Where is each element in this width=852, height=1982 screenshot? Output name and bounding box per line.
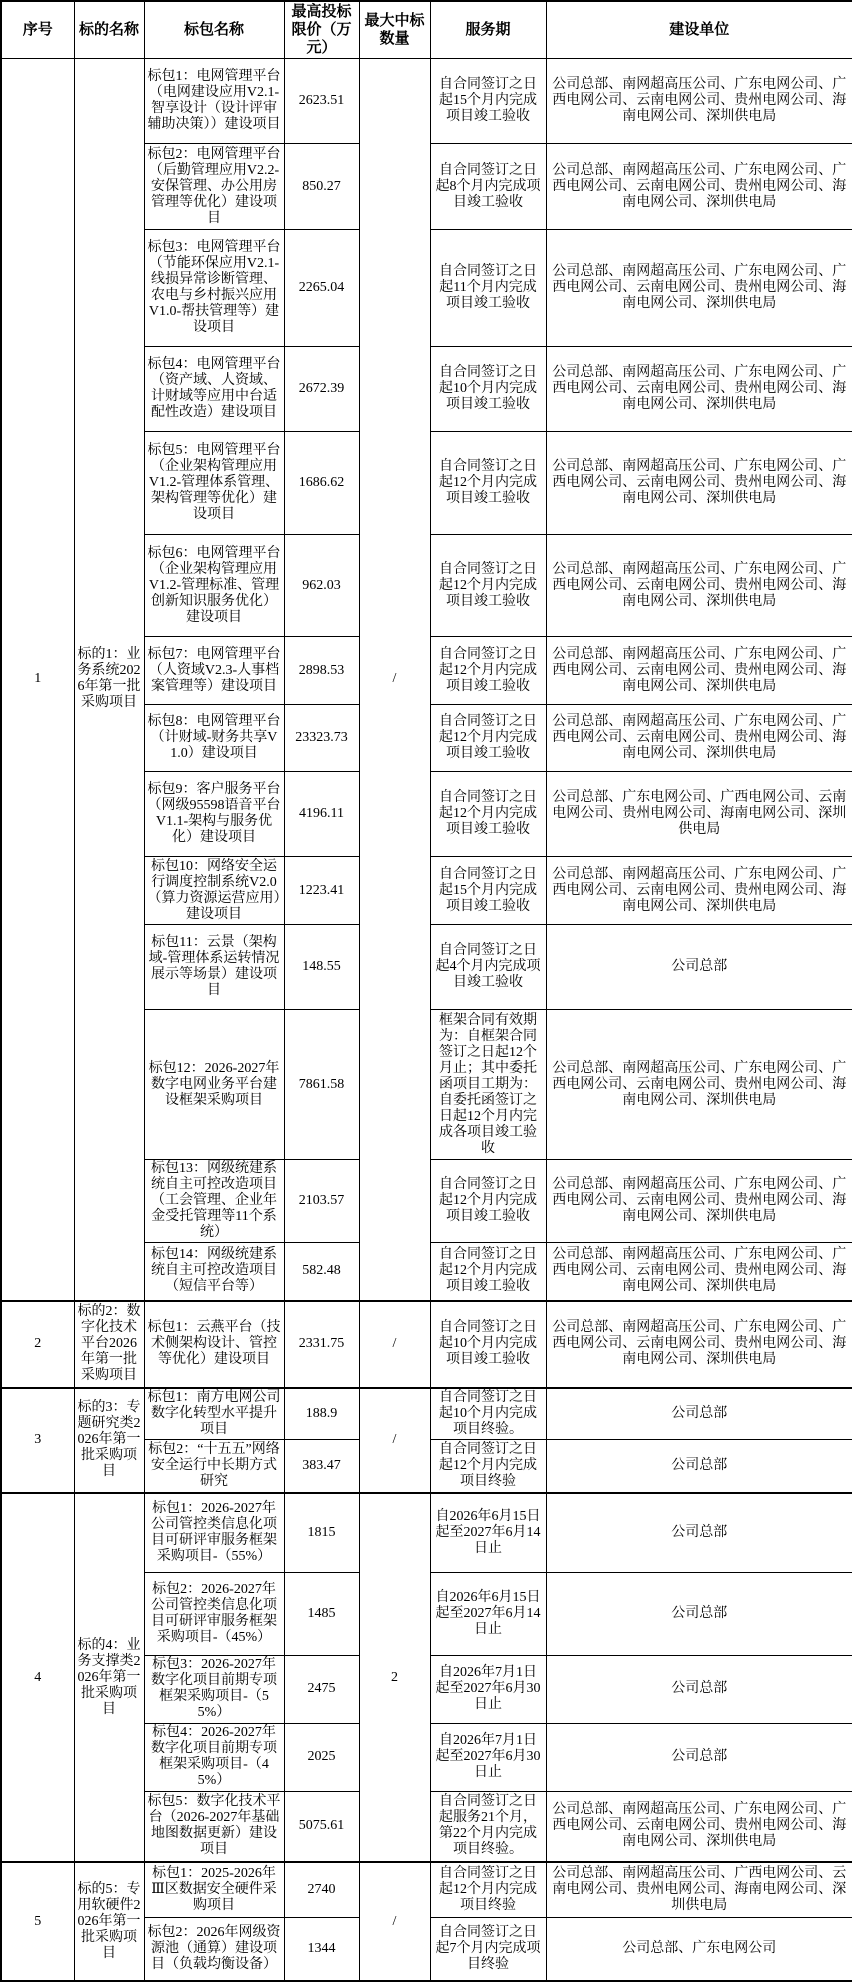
service-cell: 自合同签订之日起12个月内完成项目竣工验收 [430,637,546,705]
builder-cell: 公司总部、南网超高压公司、广东电网公司、广西电网公司、云南电网公司、贵州电网公司、海南电网公司、深圳供电局 [546,535,852,637]
serial-cell: 3 [1,1388,74,1494]
package-name-cell: 标包13：网级统建系统自主可控改造项目（工会管理、企业年金受托管理等11个系统） [144,1160,284,1243]
serial-cell: 1 [1,59,74,1301]
serial-cell: 4 [1,1493,74,1862]
package-name-cell: 标包2：电网管理平台（后勤管理应用V2.2-安保管理、办公用房管理等优化）建设项目 [144,144,284,230]
builder-cell: 公司总部 [546,925,852,1010]
builder-cell: 公司总部、南网超高压公司、广东电网公司、广西电网公司、云南电网公司、贵州电网公司、海南电网公司、深圳供电局 [546,144,852,230]
price-cell: 4196.11 [284,772,359,857]
service-cell: 自合同签订之日起4个月内完成项目竣工验收 [430,925,546,1010]
package-name-cell: 标包1：云燕平台（技术侧架构设计、管控等优化）建设项目 [144,1301,284,1388]
builder-cell: 公司总部 [546,1388,852,1440]
max-winners-cell: / [359,1301,430,1388]
package-name-cell: 标包5：电网管理平台（企业架构管理应用V1.2-管理体系管理、架构管理等优化）建设项目 [144,432,284,535]
package-name-cell: 标包3：2026-2027年数字化项目前期专项框架采购项目-（55%） [144,1655,284,1723]
serial-cell: 5 [1,1862,74,1981]
price-cell: 2898.53 [284,637,359,705]
builder-cell: 公司总部、广东电网公司、广西电网公司、云南电网公司、贵州电网公司、海南电网公司、深圳供电局 [546,772,852,857]
price-cell: 188.9 [284,1388,359,1440]
package-name-cell: 标包11：云景（架构域-管理体系运转情况展示等场景）建设项目 [144,925,284,1010]
package-name-cell: 标包14：网级统建系统自主可控改造项目（短信平台等） [144,1243,284,1301]
subject-cell: 标的4：业务支撑类2026年第一批采购项目 [74,1493,144,1862]
service-cell: 自2026年6月15日起至2027年6月14日止 [430,1572,546,1655]
builder-cell: 公司总部、南网超高压公司、广东电网公司、广西电网公司、云南电网公司、贵州电网公司、海南电网公司、深圳供电局 [546,1010,852,1160]
package-name-cell: 标包2：2026-2027年公司管控类信息化项目可研评审服务框架采购项目-（45%） [144,1572,284,1655]
builder-cell: 公司总部 [546,1493,852,1572]
package-name-cell: 标包2：“十五五”网络安全运行中长期方式研究 [144,1439,284,1493]
max-winners-cell: / [359,1862,430,1981]
header-row [1,1,852,59]
package-name-cell: 标包3：电网管理平台（节能环保应用V2.1-线损异常诊断管理、农电与乡村振兴应用V1.0-帮扶管理等）建设项目 [144,230,284,347]
service-cell: 框架合同有效期为：自框架合同签订之日起12个月止；其中委托函项目工期为：自委托函签订之日起12个月内完成各项目竣工验收 [430,1010,546,1160]
price-cell: 1223.41 [284,857,359,925]
service-cell: 自合同签订之日起12个月内完成项目竣工验收 [430,772,546,857]
service-cell: 自合同签订之日起12个月内完成项目终验 [430,1862,546,1917]
price-cell: 1344 [284,1917,359,1981]
table-row [1,59,852,144]
service-cell: 自合同签订之日起12个月内完成项目终验 [430,1439,546,1493]
price-cell: 2103.57 [284,1160,359,1243]
builder-cell: 公司总部、南网超高压公司、广东电网公司、广西电网公司、云南电网公司、贵州电网公司、海南电网公司、深圳供电局 [546,1301,852,1388]
builder-cell: 公司总部、南网超高压公司、广东电网公司、广西电网公司、云南电网公司、贵州电网公司、海南电网公司、深圳供电局 [546,705,852,772]
service-cell: 自合同签订之日起12个月内完成项目竣工验收 [430,705,546,772]
package-name-cell: 标包9：客户服务平台（网级95598语音平台V1.1-架构与服务优化）建设项目 [144,772,284,857]
package-name-cell: 标包10：网络安全运行调度控制系统V2.0（算力资源运营应用）建设项目 [144,857,284,925]
service-cell: 自合同签订之日起15个月内完成项目竣工验收 [430,857,546,925]
price-cell: 148.55 [284,925,359,1010]
service-cell: 自2026年7月1日起至2027年6月30日止 [430,1723,546,1791]
price-cell: 23323.73 [284,705,359,772]
price-cell: 1686.62 [284,432,359,535]
builder-cell: 公司总部 [546,1655,852,1723]
service-cell: 自合同签订之日起10个月内完成项目竣工验收 [430,347,546,432]
price-cell: 2025 [284,1723,359,1791]
max-winners-cell: / [359,1388,430,1494]
header-price: 最高投标限价（万元） [284,1,359,59]
table-row [1,1862,852,1917]
price-cell: 582.48 [284,1243,359,1301]
builder-cell: 公司总部 [546,1439,852,1493]
price-cell: 383.47 [284,1439,359,1493]
package-name-cell: 标包12：2026-2027年数字电网业务平台建设框架采购项目 [144,1010,284,1160]
package-name-cell: 标包2：2026年网级资源池（通算）建设项目（负载均衡设备） [144,1917,284,1981]
service-cell: 自2026年6月15日起至2027年6月14日止 [430,1493,546,1572]
table-row [1,1388,852,1440]
header-package: 标包名称 [144,1,284,59]
builder-cell: 公司总部、南网超高压公司、广东电网公司、广西电网公司、云南电网公司、贵州电网公司、海南电网公司、深圳供电局 [546,1243,852,1301]
header-max-winners: 最大中标数量 [359,1,430,59]
price-cell: 2331.75 [284,1301,359,1388]
builder-cell: 公司总部、南网超高压公司、广东电网公司、广西电网公司、云南电网公司、贵州电网公司、海南电网公司、深圳供电局 [546,230,852,347]
subject-cell: 标的1：业务系统2026年第一批采购项目 [74,59,144,1301]
builder-cell: 公司总部、南网超高压公司、广东电网公司、广西电网公司、云南电网公司、贵州电网公司、海南电网公司、深圳供电局 [546,1791,852,1862]
price-cell: 2740 [284,1862,359,1917]
builder-cell: 公司总部、南网超高压公司、广东电网公司、广西电网公司、云南电网公司、贵州电网公司、海南电网公司、深圳供电局 [546,432,852,535]
serial-cell: 2 [1,1301,74,1388]
subject-cell: 标的3：专题研究类2026年第一批采购项目 [74,1388,144,1494]
builder-cell: 公司总部、广东电网公司 [546,1917,852,1981]
package-name-cell: 标包1：南方电网公司数字化转型水平提升项目 [144,1388,284,1440]
builder-cell: 公司总部、南网超高压公司、广东电网公司、广西电网公司、云南电网公司、贵州电网公司、海南电网公司、深圳供电局 [546,1160,852,1243]
package-name-cell: 标包7：电网管理平台（人资域V2.3-人事档案管理等）建设项目 [144,637,284,705]
service-cell: 自合同签订之日起12个月内完成项目竣工验收 [430,1160,546,1243]
service-cell: 自合同签订之日起10个月内完成项目竣工验收 [430,1301,546,1388]
builder-cell: 公司总部 [546,1572,852,1655]
package-name-cell: 标包6：电网管理平台（企业架构管理应用V1.2-管理标准、管理创新知识服务优化）建设项目 [144,535,284,637]
package-name-cell: 标包1：电网管理平台（电网建设应用V2.1-智享设计（设计评审辅助决策））建设项目 [144,59,284,144]
header-serial: 序号 [1,1,74,59]
service-cell: 自合同签订之日起15个月内完成项目竣工验收 [430,59,546,144]
builder-cell: 公司总部、南网超高压公司、广东电网公司、广西电网公司、云南电网公司、贵州电网公司、海南电网公司、深圳供电局 [546,857,852,925]
package-name-cell: 标包1：2026-2027年公司管控类信息化项目可研评审服务框架采购项目-（55%） [144,1493,284,1572]
price-cell: 2672.39 [284,347,359,432]
service-cell: 自合同签订之日起11个月内完成项目竣工验收 [430,230,546,347]
max-winners-cell: / [359,59,430,1301]
price-cell: 2475 [284,1655,359,1723]
service-cell: 自合同签订之日起服务21个月，第22个月内完成项目终验。 [430,1791,546,1862]
service-cell: 自合同签订之日起8个月内完成项目竣工验收 [430,144,546,230]
builder-cell: 公司总部 [546,1723,852,1791]
package-name-cell: 标包5：数字化技术平台（2026-2027年基础地图数据更新）建设项目 [144,1791,284,1862]
service-cell: 自合同签订之日起7个月内完成项目终验 [430,1917,546,1981]
price-cell: 5075.61 [284,1791,359,1862]
price-cell: 2265.04 [284,230,359,347]
price-cell: 1485 [284,1572,359,1655]
service-cell: 自合同签订之日起10个月内完成项目终验。 [430,1388,546,1440]
price-cell: 7861.58 [284,1010,359,1160]
table-row [1,1301,852,1388]
package-name-cell: 标包1：2025-2026年Ⅲ区数据安全硬件采购项目 [144,1862,284,1917]
max-winners-cell: 2 [359,1493,430,1862]
table-row [1,1493,852,1572]
header-builder: 建设单位 [546,1,852,59]
header-subject: 标的名称 [74,1,144,59]
subject-cell: 标的2：数字化技术平台2026年第一批采购项目 [74,1301,144,1388]
service-cell: 自合同签订之日起12个月内完成项目竣工验收 [430,535,546,637]
builder-cell: 公司总部、南网超高压公司、广东电网公司、广西电网公司、云南电网公司、贵州电网公司、海南电网公司、深圳供电局 [546,59,852,144]
service-cell: 自2026年7月1日起至2027年6月30日止 [430,1655,546,1723]
service-cell: 自合同签订之日起12个月内完成项目竣工验收 [430,432,546,535]
price-cell: 962.03 [284,535,359,637]
builder-cell: 公司总部、南网超高压公司、广东电网公司、广西电网公司、云南电网公司、贵州电网公司、海南电网公司、深圳供电局 [546,637,852,705]
package-name-cell: 标包4：电网管理平台（资产域、人资域、计财域等应用中台适配性改造）建设项目 [144,347,284,432]
price-cell: 850.27 [284,144,359,230]
service-cell: 自合同签订之日起12个月内完成项目竣工验收 [430,1243,546,1301]
package-name-cell: 标包4：2026-2027年数字化项目前期专项框架采购项目-（45%） [144,1723,284,1791]
subject-cell: 标的5：专用软硬件2026年第一批采购项目 [74,1862,144,1981]
package-name-cell: 标包8：电网管理平台（计财域-财务共享V1.0）建设项目 [144,705,284,772]
builder-cell: 公司总部、南网超高压公司、广东电网公司、广西电网公司、云南电网公司、贵州电网公司、海南电网公司、深圳供电局 [546,347,852,432]
builder-cell: 公司总部、南网超高压公司、广西电网公司、云南电网公司、贵州电网公司、海南电网公司、深圳供电局 [546,1862,852,1917]
header-service: 服务期 [430,1,546,59]
price-cell: 1815 [284,1493,359,1572]
price-cell: 2623.51 [284,59,359,144]
